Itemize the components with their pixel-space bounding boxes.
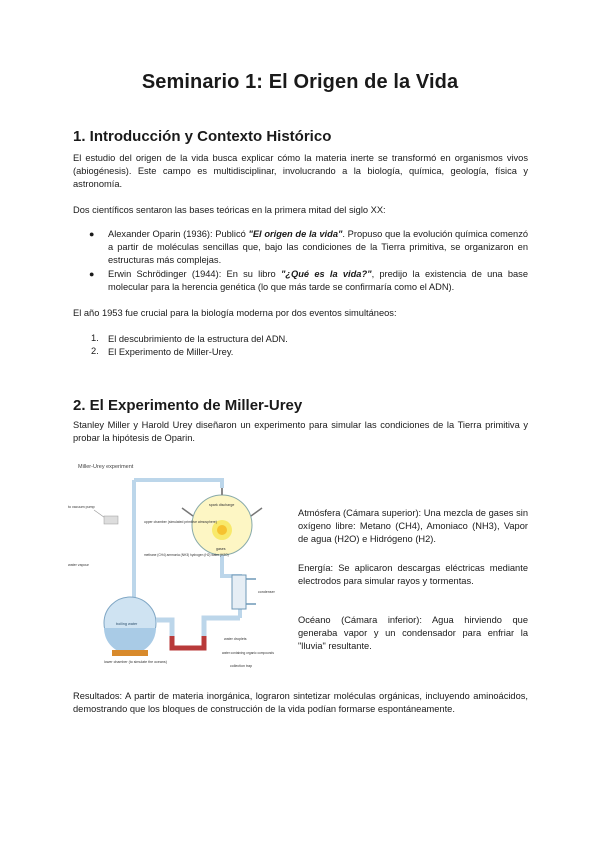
results-paragraph: Resultados: A partir de materia inorgánica, lograron sintetizar moléculas orgánicas, incluyendo aminoácidos, demostrando que los bloques de construcción de la vida podían formarse espontáneamente.: [73, 691, 528, 714]
diagram-title: Miller-Urey experiment: [78, 464, 134, 470]
intro-paragraph: El estudio del origen de la vida busca explicar cómo la materia inerte se transformó en organismos vivos (abiogénesis). Este campo es multidisciplinar, involucrando a la biología, química, geología, física y astronomía.: [73, 153, 528, 189]
organic-label: water containing organic compounds: [222, 651, 274, 655]
section-2-intro: Stanley Miller y Harold Urey diseñaron un experimento para simular las condiciones de la Tierra primitiva y probar la hipótesis de Oparin.: [73, 420, 528, 443]
bullet-marker: ●: [89, 229, 95, 239]
collection-label: collection trap: [230, 664, 253, 668]
boiling-water-label: boiling water: [116, 622, 138, 626]
condenser: [232, 575, 246, 609]
water-droplets-label: water droplets: [224, 637, 247, 641]
heat-source: [112, 650, 148, 656]
gases-label: gases: [216, 547, 226, 551]
page-title: Seminario 1: El Origen de la Vida: [141, 71, 459, 93]
condenser-label: condenser: [258, 590, 275, 594]
list-number: 1.: [91, 333, 99, 343]
section-1-heading: 1. Introducción y Contexto Histórico: [73, 128, 332, 145]
description-ocean: Océano (Cámara inferior): Agua hirviendo que generaba vapor y un condensador para enfriar la "lluvia" resultante.: [298, 615, 528, 651]
lower-chamber-label: lower chamber (to simulate the oceans): [104, 660, 167, 664]
collection-trap: [156, 618, 240, 648]
section-2-heading: 2. El Experimento de Miller-Urey: [73, 397, 303, 414]
list-item-miller-urey: El Experimento de Miller-Urey.: [108, 347, 234, 357]
list-item-dna: El descubrimiento de la estructura del ADN.: [108, 334, 288, 344]
vacuum-label: to vacuum pump: [68, 505, 95, 509]
spark-label: spark discharge: [209, 503, 235, 507]
water-vapour-label: water vapour: [68, 563, 89, 567]
scientists-intro: Dos científicos sentaron las bases teóricas en la primera mitad del siglo XX:: [73, 205, 386, 215]
bullet-marker: ●: [89, 269, 95, 279]
gas-list-label: methane (CH4) ammonia (NH3) hydrogen (H2) water (H2O): [144, 553, 229, 557]
description-energy: Energía: Se aplicaron descargas eléctricas mediante electrodos para simular rayos y tormentas.: [298, 563, 528, 586]
miller-urey-diagram: [64, 458, 286, 670]
upper-chamber-label: upper chamber (simulated primitive atmosphere): [144, 520, 217, 524]
year-intro: El año 1953 fue crucial para la biología moderna por dos eventos simultáneos:: [73, 308, 397, 318]
description-atmosphere: Atmósfera (Cámara superior): Una mezcla de gases sin oxígeno libre: Metano (CH4), Amoniaco (NH3), Vapor de agua (H2O) e Hidrógeno (H2).: [298, 508, 528, 544]
bullet-schrodinger: Erwin Schrödinger (1944): En su libro "¿Qué es la vida?", predijo la existencia de una base molecular para la herencia genética (lo que más tarde se confirmaría como el ADN).: [108, 269, 528, 292]
list-number: 2.: [91, 346, 99, 356]
bullet-oparin: Alexander Oparin (1936): Publicó "El origen de la vida". Propuso que la evolución química comenzó a partir de moléculas sencillas que, bajo las condiciones de la Tierra primitiva, se organizaron en estructuras más complejas.: [108, 229, 529, 265]
